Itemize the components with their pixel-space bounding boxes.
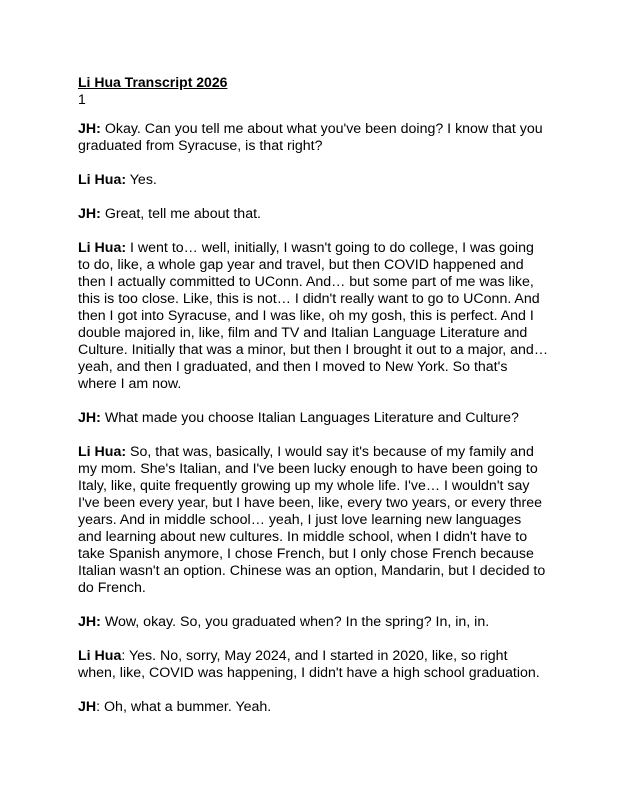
- speaker-label: Li Hua:: [78, 240, 127, 256]
- transcript-turn: [78, 121, 548, 155]
- turn-text: : Oh, what a bummer. Yeah.: [96, 699, 272, 715]
- turn-text: Wow, okay. So, you graduated when? In the spring? In, in, in.: [100, 614, 490, 630]
- turn-text: Yes.: [126, 172, 157, 188]
- speaker-label: Li Hua:: [78, 172, 127, 188]
- speaker-label: Li Hua:: [78, 444, 127, 460]
- page-number: 1: [78, 91, 86, 107]
- transcript-turn: [78, 410, 548, 427]
- turn-text: So, that was, basically, I would say it's because of my family and my mom. She's Italian, and I've been lucky enough to have been going to Italy, like, quite frequently growing up my whole life. I've… I wouldn't say I've been every year, but I have been, like, every two years, or every three years. And in middle school… yeah, I just love learning new languages and learning about new cultures. In middle school, when I didn't have to take Spanish anymore, I chose French, but I only chose French because Italian wasn't an option. Chinese was an option, Mandarin, but I decided to do French.: [78, 444, 546, 596]
- transcript-turn: [78, 206, 548, 223]
- transcript-turn: [78, 444, 548, 597]
- speaker-label: JH:: [78, 121, 101, 137]
- document-header: [78, 74, 227, 108]
- transcript-turn: [78, 699, 548, 716]
- transcript-turn: [78, 240, 548, 393]
- document-title: Li Hua Transcript 2026: [78, 74, 228, 90]
- turn-text: I went to… well, initially, I wasn't going to do college, I was going to do, like, a whole gap year and travel, but then COVID happened and then I actually committed to UConn. And… but some part of me was like, this is too close. Like, this is not… I didn't really want to go to UConn. And then I got into Syracuse, and I was like, oh my gosh, this is perfect. And I double majored in, like, film and TV and Italian Language Literature and Culture. Initially that was a minor, but then I brought it out to a major, and…yeah, and then I graduated, and then I moved to New York. So that's where I am now.: [78, 240, 549, 392]
- speaker-label: JH:: [78, 614, 101, 630]
- transcript-turn: [78, 648, 548, 682]
- turn-text: Okay. Can you tell me about what you've been doing? I know that you graduated from Syracuse, is that right?: [78, 121, 543, 154]
- transcript-body: [78, 121, 548, 733]
- speaker-label: JH:: [78, 410, 101, 426]
- speaker-label: Li Hua: [78, 648, 122, 664]
- speaker-label: JH: [78, 699, 97, 715]
- turn-text: What made you choose Italian Languages Literature and Culture?: [100, 410, 519, 426]
- transcript-turn: [78, 172, 548, 189]
- turn-text: : Yes. No, sorry, May 2024, and I started in 2020, like, so right when, like, COVID was happening, I didn't have a high school graduation.: [78, 648, 540, 681]
- transcript-turn: [78, 614, 548, 631]
- speaker-label: JH:: [78, 206, 101, 222]
- turn-text: Great, tell me about that.: [100, 206, 261, 222]
